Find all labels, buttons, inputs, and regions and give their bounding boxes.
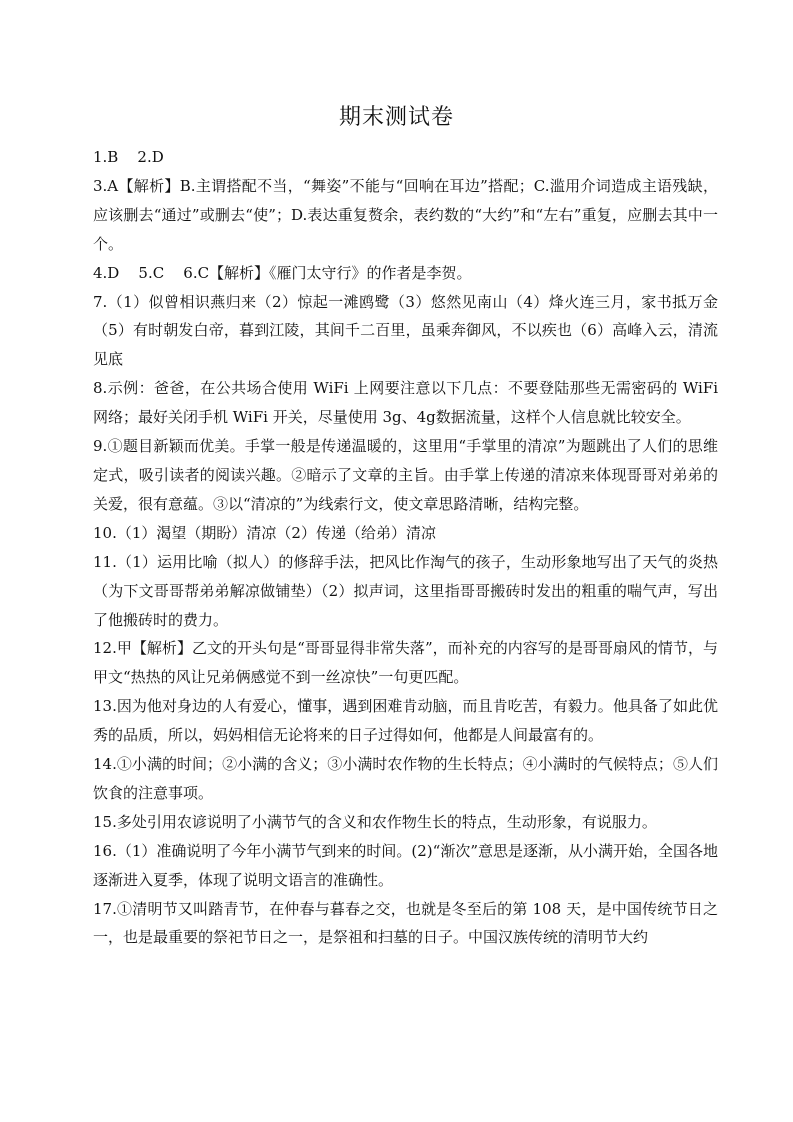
answer-paragraph-10: 10.（1）渴望（期盼）清凉（2）传递（给弟）清凉 [93,523,436,542]
answer-paragraph-4: 4.D 5.C 6.C【解析】《雁门太守行》的作者是李贺。 [93,263,472,282]
page-title: 期末测试卷 [338,105,454,130]
answer-paragraph-1: 1.B 2.D [93,148,164,166]
answer-paragraph-13: 13.因为他对身边的人有爱心，懂事，遇到困难肯动脑，而且肯吃苦，有毅力。他具备了如此优秀的品质，所以，妈妈相信无论将来的日子过得如何，他都是人间最富有的。 [93,697,718,745]
answer-paragraph-9: 9.①题目新颖而优美。手掌一般是传递温暖的，这里用“手掌里的清凉”为题跳出了人们的思维定式，吸引读者的阅读兴趣。②暗示了文章的主旨。由手掌上传递的清凉来体现哥哥对弟弟的关爱，很有意蕴。③以“清凉的”为线索行文，使文章思路清晰，结构完整。 [93,437,718,513]
answer-paragraph-14: 14.①小满的时间；②小满的含义；③小满时农作物的生长特点；④小满时的气候特点；⑤人们饮食的注意事项。 [93,755,718,802]
answer-paragraph-16: 16.（1）准确说明了今年小满节气到来的时间。(2)“渐次”意思是逐渐，从小满开始，全国各地逐渐进入夏季，体现了说明文语言的准确性。 [93,841,718,889]
answer-paragraph-12: 12.甲【解析】乙文的开头句是“哥哥显得非常失落”，而补充的内容写的是哥哥扇风的情节，与甲文“热热的风让兄弟俩感觉不到一丝凉快”一句更匹配。 [93,639,718,687]
answer-paragraph-8: 8.示例：爸爸，在公共场合使用 WiFi 上网要注意以下几点：不要登陆那些无需密码的 WiFi 网络；最好关闭手机 WiFi 开关，尽量使用 3g、4g数据流量，这样个人信息就比较安全。 [93,379,723,427]
answer-paragraph-7: 7.（1）似曾相识燕归来（2）惊起一滩鸥鹭（3）悠然见南山（4）烽火连三月，家书抵万金（5）有时朝发白帝，暮到江陵，其间千二百里，虽乘奔御风，不以疾也（6）高峰入云，清流见底 [93,292,718,369]
answer-list [93,143,723,952]
answer-paragraph-15: 15.多处引用农谚说明了小满节气的含义和农作物生长的特点，生动形象，有说服力。 [93,812,657,831]
answer-paragraph-11: 11.（1）运用比喻（拟人）的修辞手法，把风比作淘气的孩子，生动形象地写出了天气的炎热（为下文哥哥帮弟弟解凉做铺垫）（2）拟声词，这里指哥哥搬砖时发出的粗重的喘气声，写出了他搬砖时的费力。 [93,552,718,629]
answer-paragraph-3: 3.A【解析】B.主谓搭配不当，“舞姿”不能与“回响在耳边”搭配；C.滥用介词造成主语残缺，应该删去“通过”或删去“使”；D.表达重复赘余，表约数的“大约”和“左右”重复，应删去其中一个。 [93,176,718,253]
answer-paragraph-17: 17.①清明节又叫踏青节，在仲春与暮春之交，也就是冬至后的第 108 天，是中国传统节日之一，也是最重要的祭祀节日之一，是祭祖和扫墓的日子。中国汉族传统的清明节大约 [93,899,718,947]
